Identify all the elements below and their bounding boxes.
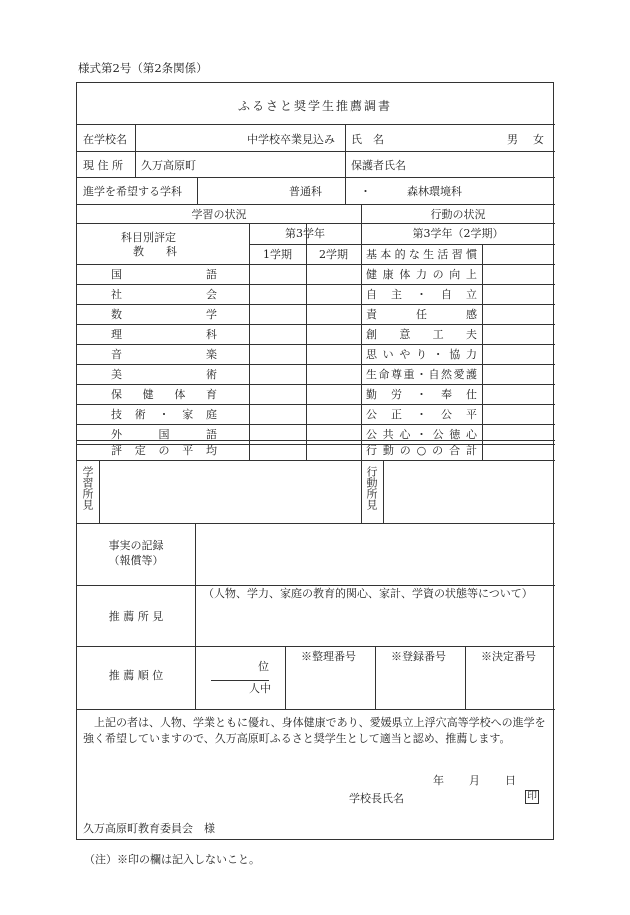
grid-line: [77, 460, 555, 461]
grid-line: [77, 324, 555, 325]
address-value: 久万高原町: [141, 159, 196, 172]
grid-line: [77, 364, 555, 365]
address-label: 現 住 所: [83, 159, 123, 172]
behavior-total-label: 行 動 の ○ の 合 計: [366, 444, 477, 457]
grid-line: [77, 424, 555, 425]
rank-position-unit: 位: [258, 660, 269, 673]
behavior-item: 創 意 工 夫: [366, 328, 477, 341]
grid-line: [249, 244, 361, 245]
addressee-label: 久万高原町教育委員会 様: [83, 822, 215, 835]
school-name-suffix: 中学校卒業見込み: [247, 133, 335, 146]
grid-line: [375, 646, 376, 709]
grid-line: [482, 244, 483, 460]
recommendation-hint: （人物、学力、家庭の教育的関心、家計、学資の状態等について）: [203, 587, 533, 600]
study-section-title: 学習の状況: [191, 208, 247, 221]
decision-number-label: ※決定番号: [481, 650, 536, 663]
rank-label: 推 薦 順 位: [108, 669, 164, 682]
subject-row-label: 理 科: [111, 328, 217, 341]
grid-line: [77, 304, 555, 305]
desired-department-label: 進学を希望する学科: [83, 185, 182, 198]
reference-number-label: ※整理番号: [301, 650, 356, 663]
recommendation-statement: 上記の者は、人物、学業ともに優れ、身体健康であり、愛媛県立上浮穴高等学校への進学を強く希望していますので、久万高原町ふるさと奨学生として適当と認め、推薦します。: [83, 716, 546, 745]
grid-line: [77, 404, 555, 405]
recommendation-form: [76, 82, 554, 840]
footnote: （注）※印の欄は記入しないこと。: [84, 853, 260, 866]
average-label: 評 定 の 平 均: [111, 444, 217, 457]
form-title: ふるさと奨学生推薦調書: [237, 99, 392, 113]
principal-name-label: 学校長氏名: [349, 792, 404, 805]
behavior-item: 健 康 体 力 の 向 上: [366, 268, 477, 281]
behavior-section-title: 行動の状況: [430, 208, 486, 221]
rank-people-unit: 人中: [249, 682, 271, 695]
grid-line: [77, 440, 555, 441]
form-number-label: 様式第2号（第2条関係）: [78, 61, 208, 75]
grid-line: [77, 709, 555, 710]
study-year-header: 第3学年: [285, 227, 325, 240]
grid-line: [77, 523, 555, 524]
gender-female: 女: [533, 133, 544, 146]
grid-line: [77, 264, 555, 265]
registration-number-label: ※登録番号: [391, 650, 446, 663]
grid-line: [135, 124, 136, 151]
grid-line: [77, 344, 555, 345]
subject-row-label: 国 語: [111, 268, 217, 281]
date-year-label: 年: [433, 774, 444, 787]
facts-sublabel: （報償等）: [108, 554, 164, 567]
grid-line: [361, 244, 555, 245]
behavior-item: 公 共 心 ・ 公 徳 心: [366, 428, 477, 441]
behavior-item: 基 本 的 な 生 活 習 慣: [366, 248, 477, 261]
subject-row-label: 美 術: [111, 368, 217, 381]
gender-male: 男: [507, 133, 518, 146]
department-separator: ・: [360, 185, 371, 198]
grid-line: [77, 124, 555, 125]
behavior-year-header: 第3学年（2学期）: [412, 227, 504, 240]
grid-line: [77, 177, 555, 178]
facts-label: 事実の記録: [108, 539, 164, 552]
subject-row-label: 保 健 体 育: [111, 388, 217, 401]
subject-row-label: 技 術 ・ 家 庭: [111, 408, 217, 421]
subject-header-evaluation: 科目別評定: [121, 231, 176, 244]
grid-line: [285, 646, 286, 709]
behavior-item: 公 正 ・ 公 平: [366, 408, 477, 421]
behavior-item: 責 任 感: [366, 308, 477, 321]
recommendation-label: 推 薦 所 見: [108, 610, 164, 623]
subject-row-label: 音 楽: [111, 348, 217, 361]
grid-line: [77, 204, 555, 205]
grid-line: [77, 151, 555, 152]
student-name-label: 氏 名: [351, 133, 384, 146]
grid-line: [77, 585, 555, 586]
grid-line: [195, 523, 196, 585]
term1-header: 1学期: [263, 248, 292, 261]
department-forestry: 森林環境科: [407, 185, 462, 198]
department-general: 普通科: [289, 185, 322, 198]
grid-line: [77, 646, 555, 647]
rank-underline: [211, 680, 269, 681]
subject-header-subject: 教 科: [133, 245, 177, 258]
grid-line: [77, 284, 555, 285]
subject-row-label: 社 会: [111, 288, 217, 301]
behavior-item: 思 い や り ・ 協 力: [366, 348, 477, 361]
behavior-item: 勤 労 ・ 奉 仕: [366, 388, 477, 401]
grid-line: [345, 124, 346, 204]
grid-line: [77, 384, 555, 385]
grid-line: [135, 151, 136, 177]
date-day-label: 日: [505, 774, 516, 787]
subject-row-label: 数 学: [111, 308, 217, 321]
study-remarks-label: 学習所見: [81, 466, 94, 510]
subject-row-label: 外 国 語: [111, 428, 217, 441]
term2-header: 2学期: [319, 248, 348, 261]
grid-line: [195, 646, 196, 709]
grid-line: [195, 585, 196, 646]
seal-mark: 印: [527, 791, 537, 802]
date-month-label: 月: [469, 774, 480, 787]
guardian-name-label: 保護者氏名: [351, 159, 406, 172]
behavior-item: 自 主 ・ 自 立: [366, 288, 477, 301]
behavior-remarks-label: 行動所見: [365, 466, 378, 510]
grid-line: [465, 646, 466, 709]
school-name-label: 在学校名: [83, 133, 127, 146]
grid-line: [383, 460, 384, 523]
grid-line: [99, 460, 100, 523]
grid-line: [197, 177, 198, 204]
grid-line: [77, 223, 555, 224]
behavior-item: 生 命 尊 重 ・ 自 然 愛 護: [366, 368, 477, 381]
